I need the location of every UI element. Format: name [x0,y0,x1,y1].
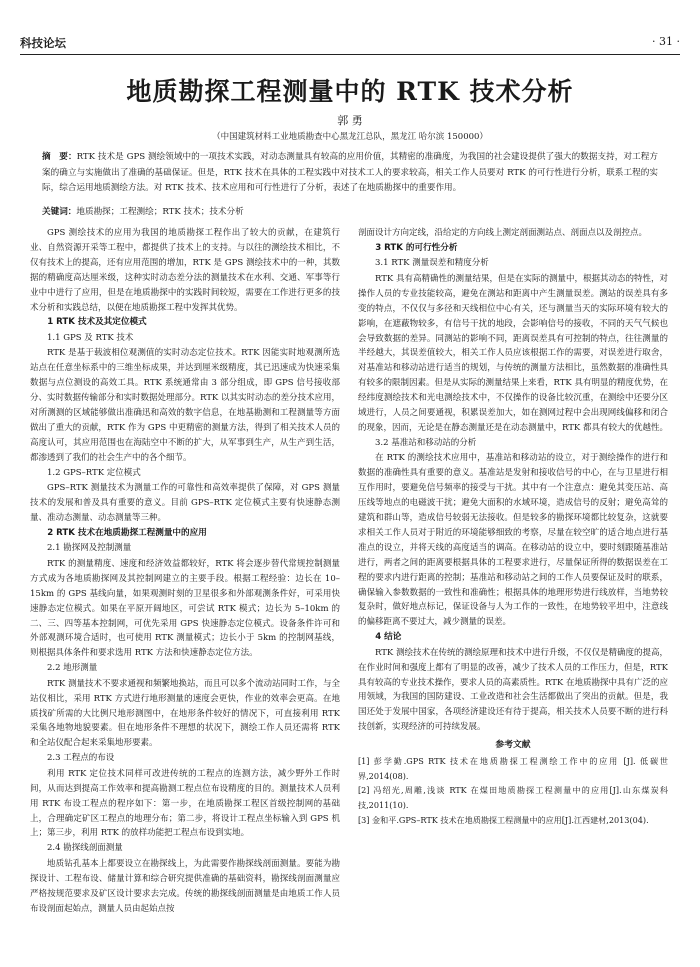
right-column [358,226,668,961]
keywords [42,205,658,217]
body-paragraph: 在 RTK 的测绘技术应用中，基准站和移动站的设立，对于测绘操作的进行和数据的准确性具有重要的意义。基准站是发射和接收信号的中心，在与卫星进行相互作用时，要避免信号频率的接受与干扰。其中有一个注意点：避免其变压站、高压线等地点的电磁波干扰；避免大面积的水域环境，造成信号的反射；避免高耸的建筑和群山等，造成信号较弱无法接收。但是较多的勘探环境都比较复杂，这就要求相关工作人员对于附近的环境能够细致的考察，尽量在较空旷的适合地点进行基准点的设立，并将天线的高度适当的调高。在移动站的设立中，要时刻跟随基准站进行，两者之间的距离要根据具体的工程要求进行，尽量保证所得的数据误差在工程的要求内进行距离的控制；基准站和移动站之间的工作人员要保证及时的联系，确保输入参数数据的一致性和准确性；根据具体的地理形势进行线放样，当地势较复杂时，做好地点标记，保证设备与人为工作的一致性，在地势较平坦中，注意线的偏移距离不要过大，减少测量的误差。 [358,453,668,628]
subsection-heading: 2.2 地形测量 [47,663,98,674]
reference-item: [1] 彭学勤.GPS RTK 技术在地质勘探工程测绘工作中的应用 [J]. 低碳世界,2014(08). [358,756,668,781]
abstract-label: 摘 要： [42,152,77,162]
body-paragraph: 地质钻孔基本上都要设立在勘探线上，为此需要作勘探线剖面测量。要能为勘探设计、工程布设、储量计算和综合研究提供准确的基础资料，勘探线剖面测量应严格按规范要求及矿区设计要求去完成。传统的勘探线剖面测量是由地质工作人员布设剖面起始点，测量人员由起始点按 [30,858,340,914]
abstract-text: RTK 技术是 GPS 测绘领域中的一项技术实践，对动态测量具有较高的应用价值，其精密的准确度，为我国的社会建设提供了强大的数据支持，对工程方案的确立与实施做出了准确的基础保证。但是，RTK 技术在具体的工程实践中对技术工人的要求较高，相关工作人员要对 RTK 的可行性进行分析，联系工程的实际，综合运用地质测绘方法。对 RTK 技术、技术应用和可行性进行了分析，表述了在地质勘探中的重要作用。 [42,152,658,193]
subsection-heading: 2.1 勘探网及控制测量 [47,543,132,554]
page-header [20,30,680,50]
header-rule [20,54,680,55]
subsection-heading: 3.2 基准站和移动站的分析 [375,437,477,448]
left-column [30,226,340,956]
subsection-heading: 2.4 勘探线剖面测量 [47,843,123,854]
body-paragraph: 利用 RTK 定位技术同样可改进传统的工程点的连测方法，减少野外工作时间，从而达到提高工作效率和提高勘测工程点位布设精度的目的。测量技术人员利用 RTK 布设工程点的程序如下：第一步，在地质勘探工程区首级控制网的基础上，合理确定矿区工程点的地理分布；第二步，将设计工程点坐标输入到 GPS 机上；第三步，利用 RTK 的放样功能把工程点布设到实地。 [30,768,340,839]
body-paragraph: RTK 是基于载波相位观测值的实时动态定位技术。RTK 因能实时地观测所选站点在任意坐标系中的三维坐标成果，并达到厘米级精度，其已迅速成为快速采集数据与点位测设的高效工具。RTK 系统通常由 3 部分组成，即 GPS 信号接收部分、实时数据传输部分和实时数据处理部分。RTK 以其实时动态的差分技术应用，对所测测的区域能够做出准确迅和高效的数字信息，在地基勘测和工程测量等方面做出了重大的贡献，RTK 作为 GPS 中更精密的测量方法，得到了相关技术人员的高度认可，其应用范围也在海陆空中不断的扩大，从军事到生产，从生产到生活，都渗透到了我们的社会生产中的各个细节。 [30,348,340,463]
subsection-heading: 3.1 RTK 测量误差和精度分析 [375,258,489,269]
body-paragraph: RTK 具有高精确性的测量结果，但是在实际的测量中，根据其动态的特性，对操作人员的专业技能较高，避免在测站和距离中产生测量误差。测站的误差具有多变的特点，不仅仅与多径和天线相位中心有关，还与测量当天的实际环境有较大的影响，在遮蔽物较多，有信号干扰的地段，会影响信号的接收，不同的天气气候也会导致数据的差异。同测站的影响不同，距离误差具有可控制的特点，往往测量的半经越大，其误差值较大，相关工作人员应该根据工作的需要，对误差进行取舍，对基准站和移动站进行适当的规划，与传统的测量方法相比，虽然数据的准确性具有较多的限制因素。但是从实际的测量结果上来看，RTK 具有明显的精度优势，在经纬度测绘技术和光电测绘技术中，不仅操作的设备比较沉重，在测绘中还要分区域进行，人员之间要通视，积累误差加大，如在测网过程中会出现网线偏移和闭合的现象，因而，无论是在静态测量还是在动态测量中，RTK 都具有较大的优越性。 [358,273,668,433]
body-paragraph: GPS–RTK 测量技术为测量工作的可靠性和高效率提供了保障，对 GPS 测量技术的发展和普及具有重要的意义。目前 GPS–RTK 定位模式主要有快速静态测量、准动态测量、动态测量等三种。 [30,483,340,523]
section-heading: 3 RTK 的可行性分析 [375,242,458,253]
page-number: · 31 · [652,35,680,48]
body-paragraph: 剖面设计方向定线，沿给定的方向线上测定剖面测站点、剖面点以及剖控点。 [358,228,648,238]
subsection-heading: 1.1 GPS 及 RTK 技术 [47,332,134,343]
intro-paragraph: GPS 测绘技术的应用为我国的地质勘探工程作出了较大的贡献，在建筑行业、自然资源开采等工程中，都提供了技术上的支持。与以往的测绘技术相比，不仅有技术上的提高，还有应用范围的增加，RTK 是 GPS 测绘技术中的一种，其数据的精确度高达厘米级，这种实时动态差分法的测量技术在水利、交通、军事等行业中中进行了应用，但是在地质勘探中的实践时间较短，需要在工作进行更多的技术分析和实践总结，以便在地质勘探工程中发挥其优势。 [30,228,340,313]
author-name: 郭 勇 [337,114,363,127]
section-heading: 1 RTK 技术及其定位模式 [47,317,147,328]
keywords-label: 关键词： [42,207,77,217]
body-paragraph: RTK 测绘技术在传统的测绘原理和技术中进行升级，不仅仅是精确度的提高，在作业时间和强度上都有了明显的改善，减少了技术人员的工作压力，但是，RTK 具有较高的专业技术操作，要求人员的高素质性。RTK 在地质勘探中具有广泛的应用领域，为我国的国防建设、工业改造和社会生活都做出了突出的贡献。但是，我国还处于发展中国家，各项经济建设还有待于提高，相关技术人员要不断的进行科技创新，实现经济的可持续发展。 [358,647,668,733]
journal-name: 科技论坛 [20,36,66,50]
reference-item: [3] 金和平.GPS–RTK 技术在地质勘探工程测量中的应用[J].江西建材,2013(04). [358,814,649,825]
reference-item: [2] 冯绍光,周雕,浅谈 RTK 在煤田地质勘探工程测量中的应用[J].山东煤炭科技,2011(10). [358,785,668,810]
section-heading: 4 结论 [375,632,402,643]
body-paragraph: RTK 的测量精度、速度和经济效益都较好，RTK 将会逐步替代常规控制测量方式成为各地质勘探网及其控制网建立的主要手段。根据工程经验：边长在 10–15km 的 GPS 基线向量，如果观测时刻的卫星很多和外部观测条件好，可采用快速静态定位模式。如果在平原开阔地区，可尝试 RTK 模式；边长为 5–10km 的二、三、四等基本控制网，可优先采用 GPS 快速静态定位模式。设备条件许可和外部观测环境合适时，也可使用 RTK 测量模式；边长小于 5km 的控制网基线，则根据具体条件和要求选用 RTK 方法和快速静态定位方法。 [30,558,340,659]
author-affiliation: （中国建筑材料工业地质勘查中心黑龙江总队，黑龙江 哈尔滨 150000） [212,132,488,142]
article-title: 地质勘探工程测量中的 RTK 技术分析 [126,77,574,106]
subsection-heading: 2.3 工程点的布设 [47,753,115,764]
keywords-text: 地质勘探；工程测绘；RTK 技术；技术分析 [76,207,244,217]
references-heading: 参考文献 [495,740,531,751]
subsection-heading: 1.2 GPS–RTK 定位模式 [47,467,141,478]
abstract [42,150,658,197]
body-paragraph: RTK 测量技术不要求通视和频繁地换站，而且可以多个流动站同时工作，与全站仪相比，采用 RTK 方式进行地形测量的速度会更快，作业的效率会更高。在地质找矿所需的大比例尺地形测图中，在地形条件较好的情况下，可直接利用 RTK 采集各地物地貌要素。但在地形条件不理想的状况下，测绘工作人员还需将 RTK 和全站仪配合起来采集地形要素。 [30,678,340,749]
section-heading: 2 RTK 技术在地质勘探工程测量中的应用 [47,527,207,538]
